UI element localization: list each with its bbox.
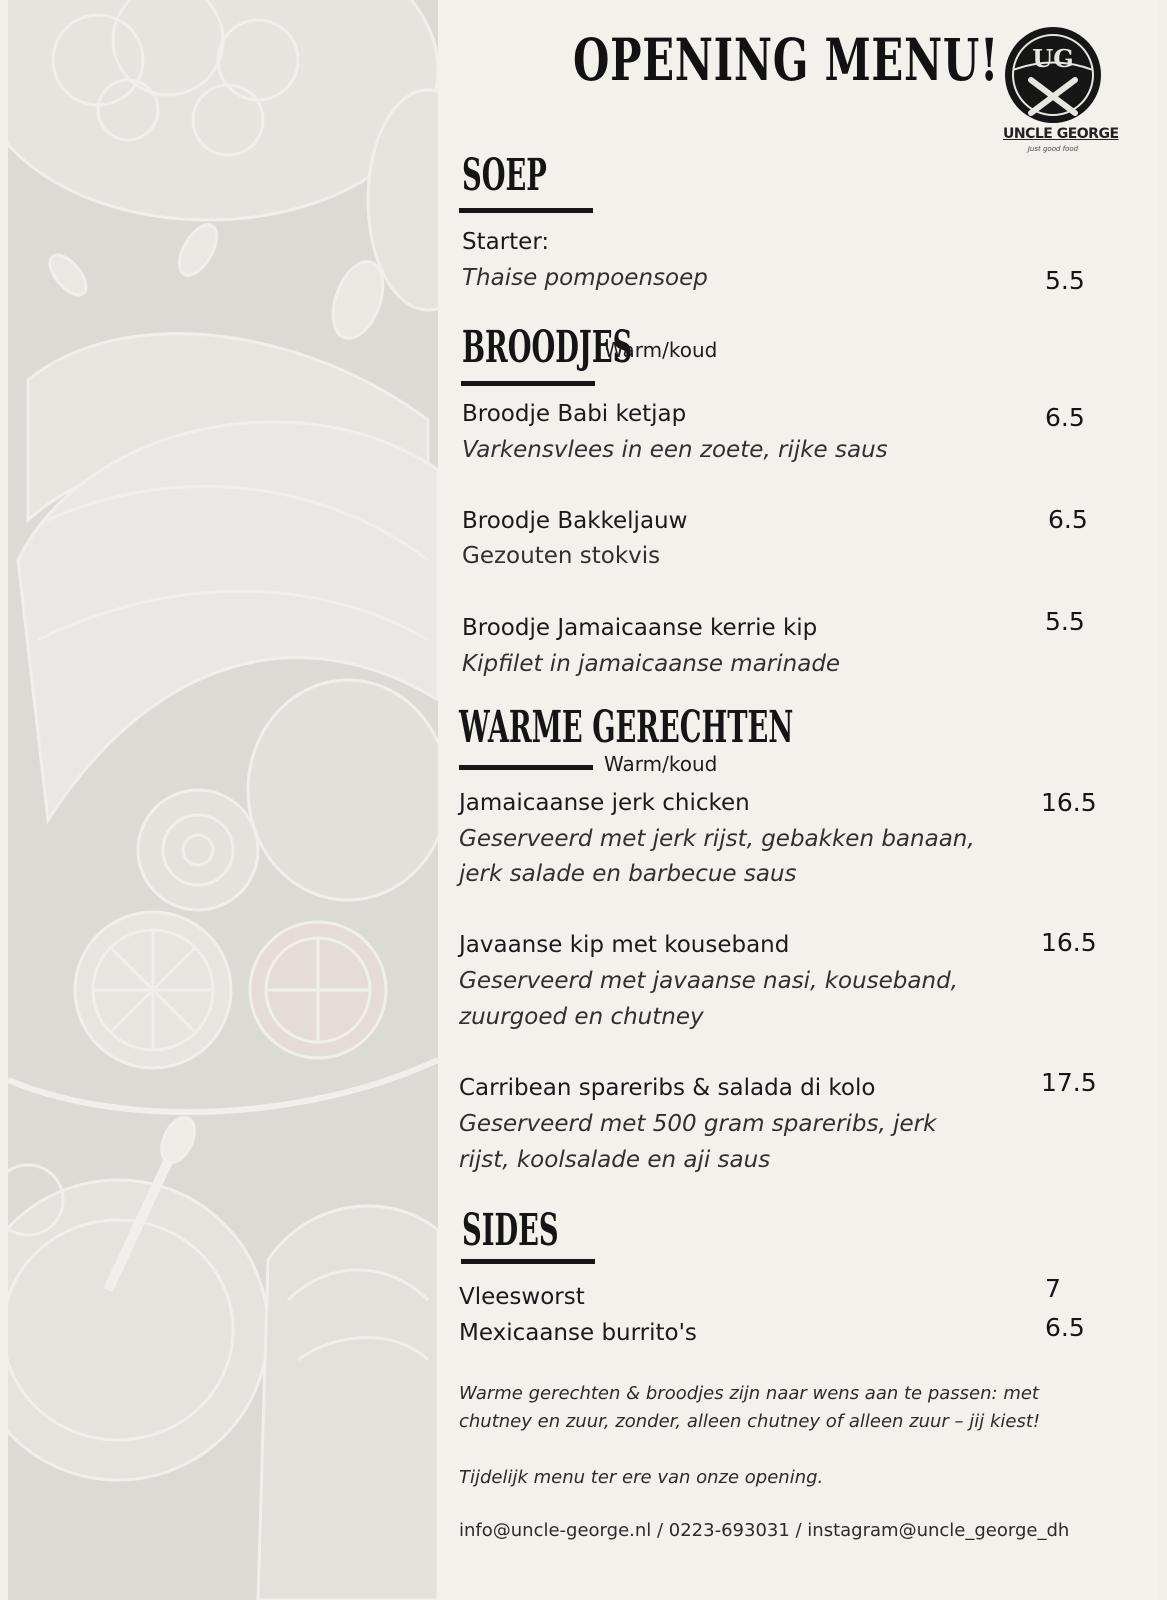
menu-item-price: 5.5	[1045, 607, 1085, 636]
brand-logo	[1003, 25, 1119, 155]
logo-brand-name: UNCLE GEORGE	[1003, 126, 1119, 142]
menu-item-name: Broodje Babi ketjap	[462, 401, 687, 427]
menu-item-price: 7	[1045, 1274, 1061, 1303]
section-subtitle: Warm/koud	[604, 752, 718, 776]
contact-info: info@uncle-george.nl / 0223-693031 / instagram@uncle_george_dh	[459, 1520, 1070, 1541]
menu-item-price: 6.5	[1045, 403, 1085, 432]
menu-item-desc: Geserveerd met javaanse nasi, kouseband,	[459, 968, 958, 994]
logo-monogram: UG	[1032, 44, 1074, 73]
menu-item-desc: rijst, koolsalade en aji saus	[459, 1147, 771, 1173]
menu-item-name: Vleesworst	[459, 1284, 585, 1310]
menu-item-name: Broodje Bakkeljauw	[462, 508, 688, 534]
menu-item-name: Broodje Jamaicaanse kerrie kip	[462, 615, 818, 641]
menu-item-name: Jamaicaanse jerk chicken	[459, 790, 750, 816]
menu-page	[8, 0, 1158, 1600]
menu-item-name: Thaise pompoensoep	[462, 265, 708, 291]
section-rule	[459, 765, 593, 770]
section-heading-warme-gerechten: WARME GERECHTEN	[459, 702, 794, 753]
menu-item-desc: Kipfilet in jamaicaanse marinade	[462, 651, 841, 677]
section-rule	[461, 1259, 595, 1264]
menu-item-name: Mexicaanse burrito's	[459, 1320, 697, 1346]
section-rule	[461, 381, 595, 386]
page-title: OPENING MENU!	[573, 26, 1000, 94]
menu-item-price: 6.5	[1045, 1313, 1085, 1342]
logo-tagline: Just good food	[1027, 145, 1079, 153]
section-subtitle: Warm/koud	[604, 338, 718, 362]
section-heading-broodjes: BROODJES	[462, 322, 633, 373]
menu-item-desc: jerk salade en barbecue saus	[459, 861, 797, 887]
menu-item-desc: Geserveerd met jerk rijst, gebakken banaan,	[459, 826, 975, 852]
menu-item-price: 17.5	[1041, 1068, 1097, 1097]
food-illustration-svg	[8, 0, 438, 1600]
menu-item-desc: Varkensvlees in een zoete, rijke saus	[462, 437, 888, 463]
temporary-menu-note: Tijdelijk menu ter ere van onze opening.	[459, 1467, 824, 1488]
menu-item-name: Javaanse kip met kouseband	[459, 932, 790, 958]
menu-item-price: 16.5	[1041, 928, 1097, 957]
menu-item-price: 5.5	[1045, 266, 1085, 295]
menu-item-price: 6.5	[1048, 505, 1088, 534]
food-illustration	[8, 0, 438, 1600]
starter-label: Starter:	[462, 229, 550, 255]
customization-note: Warme gerechten & broodjes zijn naar wens aan te passen: met chutney en zuur, zonder, alleen chutney of alleen zuur – jij kiest!	[459, 1383, 1041, 1432]
menu-item-desc: Geserveerd met 500 gram spareribs, jerk	[459, 1111, 937, 1137]
knife-logo-icon	[1003, 25, 1103, 125]
menu-item-name: Carribean spareribs & salada di kolo	[459, 1075, 876, 1101]
menu-item-price: 16.5	[1041, 788, 1097, 817]
section-heading-sides: SIDES	[462, 1205, 559, 1256]
menu-item-desc: zuurgoed en chutney	[459, 1004, 704, 1030]
menu-item-desc: Gezouten stokvis	[462, 543, 661, 569]
section-heading-soep: SOEP	[462, 150, 547, 201]
section-rule	[459, 208, 593, 213]
